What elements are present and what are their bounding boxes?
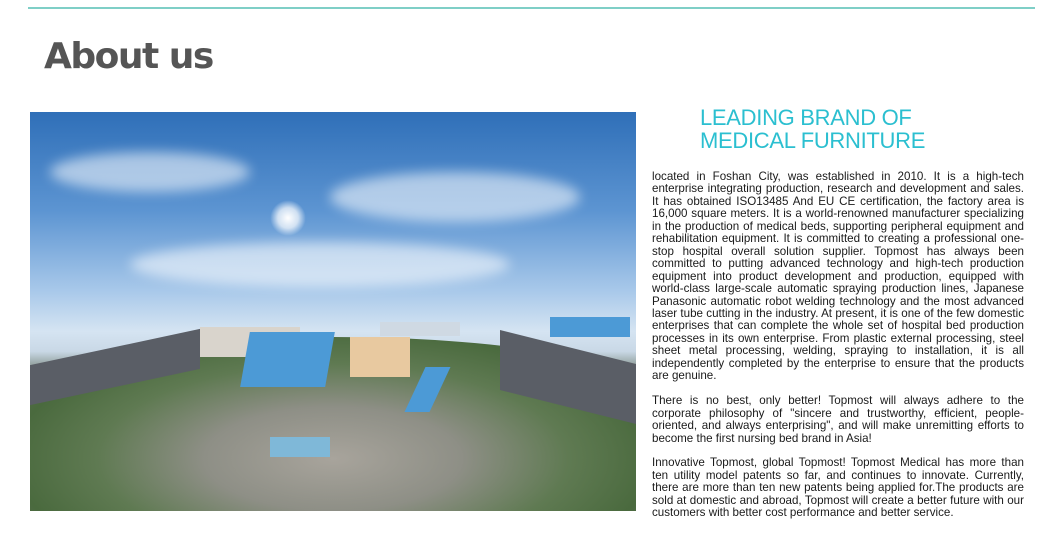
factory-roof	[380, 322, 460, 336]
cloud	[330, 172, 580, 222]
heading-line-1: LEADING BRAND OF	[700, 105, 912, 130]
factory-panorama-image	[30, 112, 636, 511]
sun	[270, 200, 306, 236]
paragraph-innovation: Innovative Topmost, global Topmost! Topmost Medical has more than ten utility model patents so far, and continues to innovate. Currently, there are more than ten new patents being applied for.The products are sold at domestic and abroad, Topmost will create a better future with our customers with better cost performance and better service.	[652, 456, 1024, 520]
paragraph-philosophy: There is no best, only better! Topmost will always adhere to the corporate philosophy of "sincere and trustworthy, efficient, people-oriented, and always enterprising", and will make unremitting efforts to become the first nursing bed brand in Asia!	[652, 394, 1024, 445]
cloud	[130, 242, 510, 287]
factory-roof	[270, 437, 330, 457]
about-text	[652, 171, 1024, 520]
paragraph-intro: located in Foshan City, was established in 2010. It is a high-tech enterprise integrating production, research and development and sales. It has obtained ISO13485 And EU CE certification, the factory area is 16,000 square meters. It is a world-renowned manufacturer specializing in the production of medical beds, supporting peripheral equipment and rehabilitation equipment. It is committed to creating a professional one-stop hospital overall solution supplier. Topmost has always been committed to putting advanced technology and high-tech production equipment into product development and production, equipped with world-class large-scale automatic spraying production lines, Japanese Panasonic automatic robot welding technology and the most advanced laser tube cutting in the industry. At present, it is one of the few domestic enterprises that can complete the whole set of hospital bed production processes in its own enterprise. From plastic external processing, steel sheet metal processing, welding, spraying to installation, it is all independently completed by the enterprise to ensure that the products are genuine.	[652, 170, 1024, 383]
cloud	[50, 152, 250, 192]
section-heading	[700, 106, 925, 152]
building	[350, 337, 410, 377]
page-title: About us	[44, 36, 213, 77]
factory-roof	[550, 317, 630, 337]
top-divider	[28, 7, 1035, 9]
heading-line-2: MEDICAL FURNITURE	[700, 128, 926, 153]
factory-roof	[240, 332, 335, 387]
